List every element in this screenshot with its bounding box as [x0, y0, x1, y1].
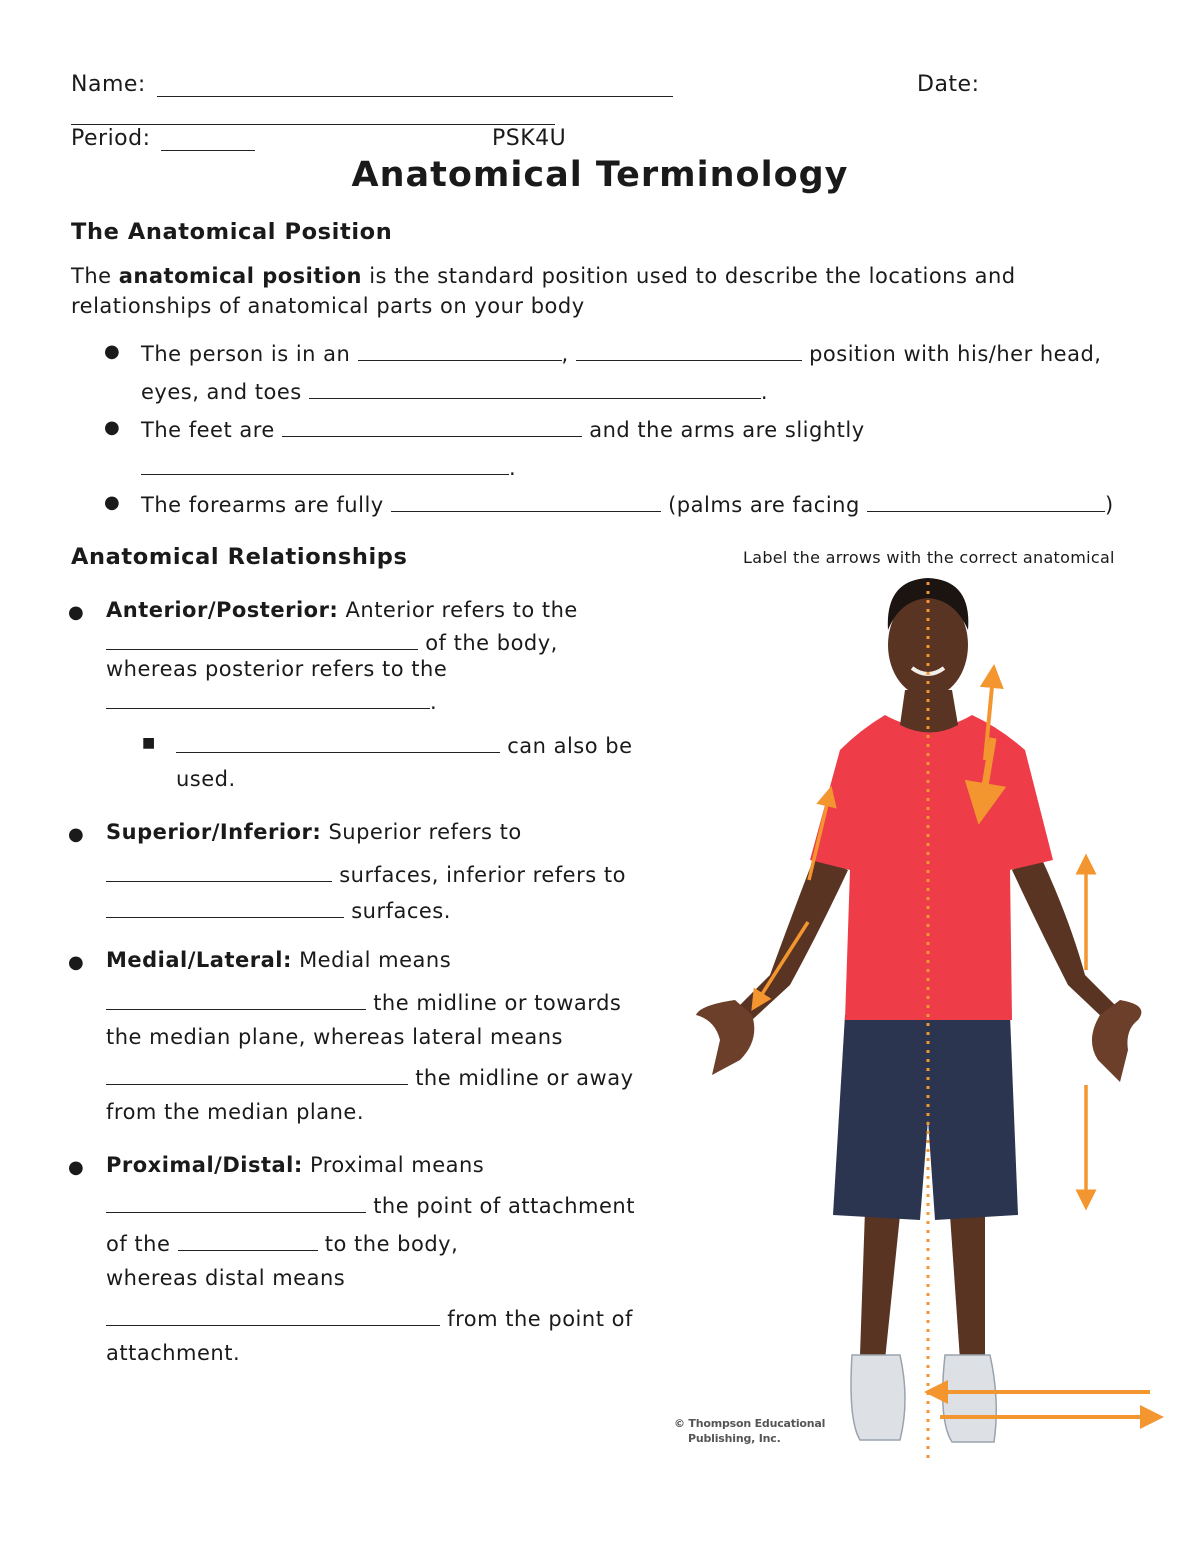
- date-blank[interactable]: [71, 124, 555, 125]
- anatomical-figure: [680, 570, 1180, 1470]
- section-heading-anatomical-position: The Anatomical Position: [71, 219, 393, 245]
- blank-field[interactable]: [141, 454, 509, 475]
- blank-field[interactable]: [282, 416, 582, 437]
- left-hand: [696, 1000, 754, 1075]
- bullet-dot: ●: [104, 341, 120, 362]
- pd-line3: [106, 1230, 458, 1255]
- bullet-text: (palms are facing: [668, 493, 860, 517]
- course-code: PSK4U: [492, 126, 567, 151]
- ml-line2: [106, 989, 621, 1014]
- bullet-text: position with his/her head,: [809, 342, 1102, 366]
- date-label: Date:: [917, 72, 980, 97]
- blank-field[interactable]: [309, 378, 761, 399]
- bullet-dot: ●: [68, 602, 84, 623]
- bullet3-line1: [141, 491, 1114, 516]
- ap-sub-line2: used.: [176, 767, 236, 791]
- bullet-text: eyes, and toes: [141, 380, 302, 404]
- term-anterior-posterior: Anterior/Posterior:: [106, 598, 339, 622]
- bullet-dot: ●: [68, 952, 84, 973]
- pd-line2: [106, 1192, 635, 1217]
- bullet-dot: ●: [104, 492, 120, 513]
- bullet-text: .: [509, 456, 517, 480]
- blank-field[interactable]: [106, 629, 418, 650]
- ml-line1: [106, 950, 451, 971]
- blank-field[interactable]: [106, 1305, 440, 1326]
- bullet2-line1: [141, 416, 865, 441]
- pd-line4: whereas distal means: [106, 1266, 346, 1290]
- ap-line1: [106, 600, 578, 621]
- bullet-text: The feet are: [141, 418, 275, 442]
- body-text: .: [430, 690, 438, 714]
- blank-field[interactable]: [106, 897, 344, 918]
- blank-field[interactable]: [106, 688, 430, 709]
- bullet-dot: ●: [104, 417, 120, 438]
- ml-line5: from the median plane.: [106, 1100, 365, 1124]
- si-line2: [106, 861, 626, 886]
- page-title: Anatomical Terminology: [351, 155, 849, 195]
- shorts: [833, 1015, 1018, 1220]
- left-shoe: [851, 1355, 905, 1440]
- intro-text: is the standard position used to describe the locations and: [369, 264, 1016, 288]
- body-text: the midline or away: [415, 1066, 634, 1090]
- term-proximal-distal: Proximal/Distal:: [106, 1153, 303, 1177]
- ap-line2: [106, 629, 558, 654]
- right-leg: [950, 1210, 985, 1360]
- ap-sub-line1: [176, 732, 633, 757]
- term-superior-inferior: Superior/Inferior:: [106, 820, 322, 844]
- intro-term: anatomical position: [118, 264, 362, 288]
- bullet-text: The forearms are fully: [141, 493, 384, 517]
- blank-field[interactable]: [106, 861, 332, 882]
- credit-line: Publishing, Inc.: [688, 1431, 781, 1445]
- body-text: of the body,: [425, 631, 558, 655]
- period-label: Period:: [71, 126, 151, 151]
- body-text: Superior refers to: [328, 820, 522, 844]
- pd-line6: attachment.: [106, 1341, 241, 1365]
- body-text: from the point of: [447, 1307, 633, 1331]
- body-text: the midline or towards: [373, 991, 622, 1015]
- blank-field[interactable]: [176, 732, 500, 753]
- body-text: of the: [106, 1232, 171, 1256]
- blank-field[interactable]: [178, 1230, 318, 1251]
- pd-line5: [106, 1305, 633, 1330]
- bullet1-line2: [141, 378, 768, 403]
- blank-field[interactable]: [391, 491, 661, 512]
- right-shoe: [943, 1355, 997, 1442]
- bullet-dot: ●: [68, 824, 84, 845]
- bullet-text: ,: [561, 342, 569, 366]
- left-arm: [735, 855, 848, 1020]
- right-arm: [1012, 855, 1120, 1020]
- figure-caption: Label the arrows with the correct anatomical: [743, 548, 1115, 567]
- bullet-text: and the arms are slightly: [589, 418, 865, 442]
- bullet-text: ): [1105, 493, 1114, 517]
- bullet-dot: ●: [68, 1157, 84, 1178]
- shirt: [810, 715, 1053, 1020]
- ml-line3: the median plane, whereas lateral means: [106, 1025, 563, 1049]
- section-heading-anatomical-relationships: Anatomical Relationships: [71, 544, 408, 570]
- body-text: Anterior refers to the: [345, 598, 578, 622]
- sub-bullet-square: ■: [142, 735, 156, 751]
- body-text: surfaces.: [351, 899, 451, 923]
- name-blank[interactable]: [157, 96, 673, 97]
- blank-field[interactable]: [576, 340, 802, 361]
- ml-line4: [106, 1064, 634, 1089]
- bullet2-line2: [141, 454, 516, 479]
- bullet-text: .: [760, 380, 769, 404]
- body-text: can also be: [507, 734, 633, 758]
- left-leg: [860, 1210, 900, 1360]
- body-text: to the body,: [324, 1232, 459, 1256]
- si-line1: [106, 822, 522, 843]
- intro-text: The: [71, 264, 112, 288]
- ap-line3: whereas posterior refers to the: [106, 657, 448, 681]
- figure-credit: [674, 1417, 825, 1447]
- credit-line: © Thompson Educational: [674, 1417, 826, 1430]
- name-label: Name:: [71, 72, 146, 97]
- body-text: Proximal means: [309, 1153, 485, 1177]
- body-text: surfaces, inferior refers to: [339, 863, 626, 887]
- body-text: Medial means: [299, 948, 452, 972]
- bullet1-line1: [141, 340, 1101, 365]
- si-line3: [106, 897, 451, 922]
- bullet-text: The person is in an: [141, 342, 351, 366]
- blank-field[interactable]: [106, 989, 366, 1010]
- blank-field[interactable]: [867, 491, 1105, 512]
- blank-field[interactable]: [358, 340, 562, 361]
- pd-line1: [106, 1155, 484, 1176]
- period-blank[interactable]: [161, 150, 255, 151]
- blank-field[interactable]: [106, 1192, 366, 1213]
- intro-line-1: [71, 266, 1016, 287]
- blank-field[interactable]: [106, 1064, 408, 1085]
- body-text: the point of attachment: [373, 1194, 635, 1218]
- term-medial-lateral: Medial/Lateral:: [106, 948, 292, 972]
- intro-line-2: relationships of anatomical parts on your body: [71, 294, 585, 318]
- ap-line4: [106, 688, 437, 713]
